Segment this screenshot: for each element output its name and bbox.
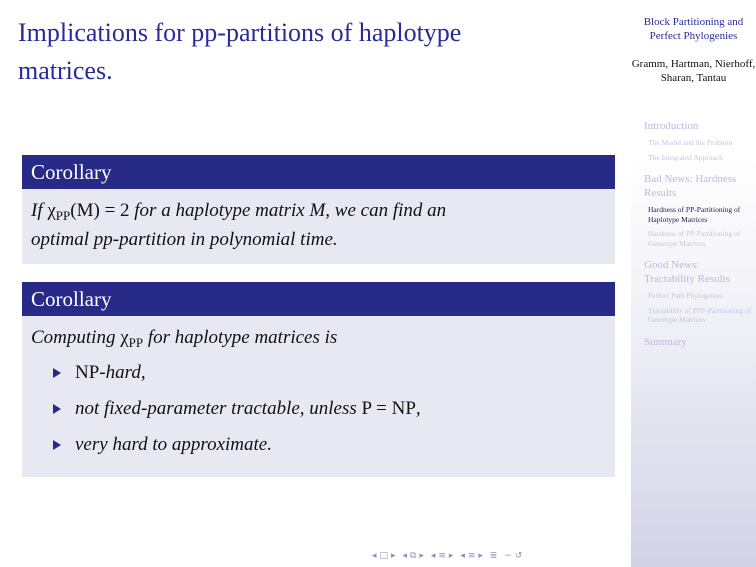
subsection-prev-icon[interactable]: ◂	[402, 551, 408, 561]
bullet-triangle-icon	[53, 440, 61, 450]
sidebar	[631, 0, 756, 567]
frame-icon[interactable]: □	[379, 551, 390, 561]
document-icon[interactable]: ≡	[467, 551, 477, 561]
subsection-next-icon[interactable]: ▸	[419, 551, 425, 561]
subsection-icon[interactable]: ⧉	[409, 551, 418, 561]
frame-title-line2: matrices.	[18, 56, 113, 85]
pp-subscript: PP	[55, 208, 71, 223]
sidebar-presentation-title[interactable]: Block Partitioning and Perfect Phylogenies	[643, 16, 744, 42]
corollary-body-1	[22, 189, 615, 264]
frame-title	[18, 14, 608, 90]
frame-title-line1: Implications for pp-partitions of haplotype	[18, 18, 462, 47]
pp-subscript: PP	[128, 335, 144, 350]
sidebar-sub-integrated-approach[interactable]: The Integrated Approach	[648, 152, 723, 162]
sidebar-sub-model-problem[interactable]: The Model and the Problem	[648, 138, 733, 147]
sidebar-authors: Gramm, Hartman, Nierhoff, Sharan, Tantau	[631, 58, 756, 84]
bullet-triangle-icon	[53, 404, 61, 414]
corollary-block-2	[22, 282, 615, 477]
sidebar-section-hardness[interactable]: Bad News: Hardness Results	[644, 173, 737, 199]
chi-expression: (M) = 2	[70, 200, 130, 221]
loop-icon[interactable]: ↺	[514, 551, 524, 561]
corollary-2-intro: Computing $\chi_{PP}$ for haplotype matrices is	[31, 327, 338, 350]
sidebar-sub-tractability-ppp[interactable]: Tractability of PPP-Partitioning of Genotype Matrices	[648, 305, 752, 324]
corollary-body-2	[22, 316, 615, 477]
corollary-2-bullets	[31, 359, 605, 459]
corollary-1-line-1: If $\chi_{PP}(M) = 2$ for a haplotype matrix M, we can find an	[31, 200, 447, 223]
corollary-1-line-2: optimal pp-partition in polynomial time.	[31, 229, 338, 250]
section-prev-icon[interactable]: ◂	[430, 551, 437, 561]
sidebar-sub-hardness-genotype[interactable]: Hardness of PP-Partitioning of Genotype Matrices	[648, 229, 741, 248]
corollary-title-2: Corollary	[22, 282, 615, 316]
search-icon[interactable]: ∽	[504, 551, 513, 561]
sidebar-section-summary[interactable]: Summary	[644, 335, 687, 348]
chi-symbol: χ	[120, 327, 129, 348]
bullet-item: NP-hard,	[31, 359, 605, 387]
align-icon[interactable]: ≣	[489, 551, 499, 561]
beamer-navigation-bar	[372, 551, 525, 563]
frame-next-icon[interactable]: ▸	[391, 551, 397, 561]
sidebar-nav	[631, 119, 756, 349]
frame-prev-icon[interactable]: ◂	[372, 551, 378, 561]
sidebar-sub-hardness-haplotype[interactable]: Hardness of PP-Partitioning of Haplotype Matrices	[648, 205, 741, 224]
bullet-item: not fixed-parameter tractable, unless P = NP,	[31, 395, 605, 423]
document-next-icon[interactable]: ▸	[478, 551, 484, 561]
sidebar-section-tractability[interactable]: Good News: Tractability Results	[644, 259, 731, 285]
section-next-icon[interactable]: ▸	[448, 551, 455, 561]
document-prev-icon[interactable]: ◂	[460, 551, 466, 561]
corollary-block-1	[22, 155, 615, 264]
sidebar-section-introduction[interactable]: Introduction	[644, 120, 699, 132]
corollary-title-1: Corollary	[22, 155, 615, 189]
sidebar-sub-perfect-path[interactable]: Perfect Path Phylogenies	[648, 291, 723, 300]
chi-symbol: χ	[47, 200, 56, 221]
bullet-triangle-icon	[53, 368, 61, 378]
section-icon[interactable]: ≡	[438, 551, 447, 561]
bullet-item: very hard to approximate.	[31, 431, 605, 459]
